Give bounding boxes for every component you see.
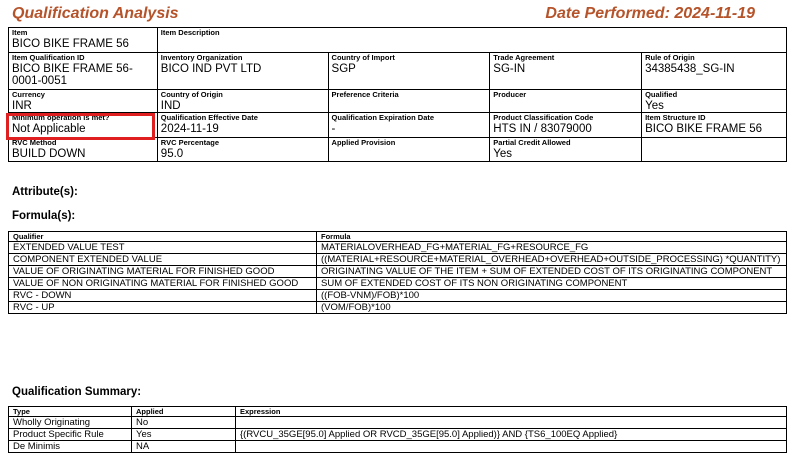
item-description-cell: Item Description (157, 28, 786, 53)
formula-table (8, 231, 787, 314)
type-cell: De Minimis (9, 441, 132, 453)
rvc-percentage-cell: RVC Percentage 95.0 (157, 138, 328, 162)
column-header: Applied (132, 407, 236, 417)
empty-cell (642, 138, 787, 162)
inventory-organization-cell: Inventory Organization BICO IND PVT LTD (157, 53, 328, 90)
preference-criteria-cell: Preference Criteria (328, 90, 490, 113)
formula-cell: ((MATERIAL+RESOURCE+MATERIAL_OVERHEAD+OVERHEAD+OUTSIDE_PROCESSING) *QUANTITY) (317, 254, 787, 266)
table-header-row (9, 407, 787, 417)
table-row (9, 302, 787, 314)
summary-table (8, 406, 787, 453)
formula-cell: ((FOB-VNM)/FOB)*100 (317, 290, 787, 302)
rule-of-origin-cell: Rule of Origin 34385438_SG-IN (642, 53, 787, 90)
qualifier-cell: RVC - DOWN (9, 290, 317, 302)
rvc-method-cell: RVC Method BUILD DOWN (9, 138, 158, 162)
expression-cell: {(RVCU_35GE[95.0] Applied OR RVCD_35GE[95.0] Applied)} AND {TS6_100EQ Applied} (236, 429, 787, 441)
country-of-origin-cell: Country of Origin IND (157, 90, 328, 113)
expression-cell (236, 417, 787, 429)
item-info-table (8, 27, 787, 162)
qualifier-cell: RVC - UP (9, 302, 317, 314)
column-header: Expression (236, 407, 787, 417)
expression-cell (236, 441, 787, 453)
column-header: Type (9, 407, 132, 417)
table-row (9, 242, 787, 254)
column-header: Formula (317, 232, 787, 242)
table-header-row (9, 232, 787, 242)
qualification-expiration-date-cell: Qualification Expiration Date - (328, 113, 490, 138)
qualification-effective-date-cell: Qualification Effective Date 2024-11-19 (157, 113, 328, 138)
partial-credit-allowed-cell: Partial Credit Allowed Yes (490, 138, 642, 162)
product-classification-code-cell: Product Classification Code HTS IN / 83079000 (490, 113, 642, 138)
formula-cell: ORIGINATING VALUE OF THE ITEM + SUM OF EXTENDED COST OF ITS ORIGINATING COMPONENT (317, 266, 787, 278)
country-of-import-cell: Country of Import SGP (328, 53, 490, 90)
table-row (9, 290, 787, 302)
page-title: Qualification Analysis (12, 5, 179, 22)
applied-cell: No (132, 417, 236, 429)
trade-agreement-cell: Trade Agreement SG-IN (490, 53, 642, 90)
producer-cell: Producer (490, 90, 642, 113)
qualified-cell: Qualified Yes (642, 90, 787, 113)
qualifier-cell: EXTENDED VALUE TEST (9, 242, 317, 254)
table-row (9, 417, 787, 429)
formula-cell: MATERIALOVERHEAD_FG+MATERIAL_FG+RESOURCE_FG (317, 242, 787, 254)
type-cell: Product Specific Rule (9, 429, 132, 441)
type-cell: Wholly Originating (9, 417, 132, 429)
table-row (9, 278, 787, 290)
applied-cell: Yes (132, 429, 236, 441)
qualifier-cell: VALUE OF ORIGINATING MATERIAL FOR FINISHED GOOD (9, 266, 317, 278)
formulas-heading: Formula(s): (12, 210, 76, 222)
table-row (9, 254, 787, 266)
currency-cell: Currency INR (9, 90, 158, 113)
item-structure-id-cell: Item Structure ID BICO BIKE FRAME 56 (642, 113, 787, 138)
summary-heading: Qualification Summary: (12, 386, 142, 398)
item-qualification-id-cell: Item Qualification ID BICO BIKE FRAME 56-0001-0051 (9, 53, 158, 90)
column-header: Qualifier (9, 232, 317, 242)
date-performed: Date Performed: 2024-11-19 (545, 5, 755, 22)
qualifier-cell: COMPONENT EXTENDED VALUE (9, 254, 317, 266)
table-row (9, 441, 787, 453)
item-cell: Item BICO BIKE FRAME 56 (9, 28, 158, 53)
formula-cell: SUM OF EXTENDED COST OF ITS NON ORIGINATING COMPONENT (317, 278, 787, 290)
attributes-heading: Attribute(s): (12, 186, 78, 198)
formula-cell: (VOM/FOB)*100 (317, 302, 787, 314)
qualifier-cell: VALUE OF NON ORIGINATING MATERIAL FOR FINISHED GOOD (9, 278, 317, 290)
table-row (9, 429, 787, 441)
applied-cell: NA (132, 441, 236, 453)
minimum-operation-cell: Minimum operation is met? Not Applicable (9, 113, 158, 138)
applied-provision-cell: Applied Provision (328, 138, 490, 162)
table-row (9, 266, 787, 278)
